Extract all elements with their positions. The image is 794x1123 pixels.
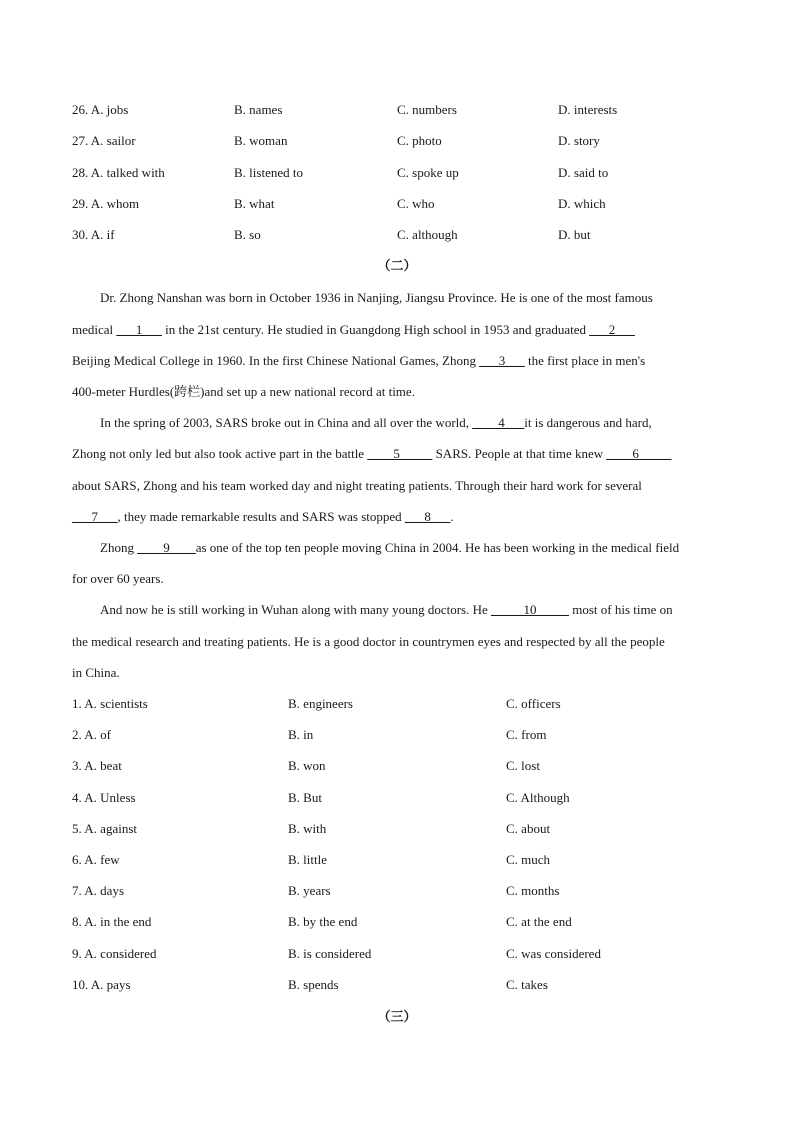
options-row-26 — [72, 100, 732, 120]
option-d: D. but — [558, 227, 591, 242]
option-b: B. little — [288, 852, 327, 867]
options-row-3 — [72, 756, 732, 776]
passage-text: Zhong not only led but also took active part in the battle — [72, 446, 368, 461]
option-c: C. was considered — [506, 946, 601, 961]
option-b: B. by the end — [288, 914, 358, 929]
options-row-9 — [72, 944, 732, 964]
section-heading-2: （二） — [377, 258, 417, 273]
option-b: B. But — [288, 790, 322, 805]
options-row-8 — [72, 912, 732, 932]
option-b: B. so — [234, 227, 261, 242]
option-b: B. listened to — [234, 165, 303, 180]
passage-text: , they made remarkable results and SARS was stopped — [117, 509, 405, 524]
blank-6: ____6_____ — [606, 446, 672, 461]
option-a: 3. A. beat — [72, 758, 122, 773]
options-row-2 — [72, 725, 732, 745]
option-c: C. officers — [506, 696, 561, 711]
passage-line — [72, 382, 722, 402]
passage-line — [72, 351, 722, 371]
passage-text: the first place in men's — [524, 353, 646, 368]
option-b: B. won — [288, 758, 326, 773]
passage-text: Zhong — [100, 540, 138, 555]
option-b: B. with — [288, 821, 327, 836]
option-a: 30. A. if — [72, 227, 115, 242]
passage-text: In the spring of 2003, SARS broke out in China and all over the world, — [100, 415, 473, 430]
section-heading-3: （三） — [377, 1009, 417, 1024]
options-row-7 — [72, 881, 732, 901]
passage-text: for over 60 years. — [72, 571, 164, 586]
option-a: 5. A. against — [72, 821, 137, 836]
option-c: C. who — [397, 196, 435, 211]
option-a: 27. A. sailor — [72, 133, 136, 148]
passage-text: in China. — [72, 665, 120, 680]
option-a: 8. A. in the end — [72, 914, 152, 929]
option-d: D. interests — [558, 102, 618, 117]
option-a: 9. A. considered — [72, 946, 157, 961]
option-c: C. photo — [397, 133, 442, 148]
passage-text: And now he is still working in Wuhan along with many young doctors. He — [100, 602, 492, 617]
option-c: C. Although — [506, 790, 570, 805]
options-row-27 — [72, 131, 732, 151]
blank-8: ___8___ — [404, 509, 451, 524]
options-row-4 — [72, 788, 732, 808]
passage-line — [72, 320, 722, 340]
passage-text: medical — [72, 322, 117, 337]
option-b: B. engineers — [288, 696, 353, 711]
option-b: B. years — [288, 883, 331, 898]
passage-text: Beijing Medical College in 1960. In the first Chinese National Games, Zhong — [72, 353, 480, 368]
option-a: 26. A. jobs — [72, 102, 129, 117]
options-row-5 — [72, 819, 732, 839]
passage-line — [72, 444, 722, 464]
option-c: C. spoke up — [397, 165, 459, 180]
option-c: C. from — [506, 727, 547, 742]
blank-1: ___1___ — [116, 322, 162, 337]
option-d: D. said to — [558, 165, 609, 180]
option-b: B. in — [288, 727, 314, 742]
blank-7: ___7___ — [72, 509, 118, 524]
passage-text: it is dangerous and hard, — [524, 415, 652, 430]
option-a: 1. A. scientists — [72, 696, 148, 711]
option-c: C. at the end — [506, 914, 572, 929]
options-row-28 — [72, 163, 732, 183]
option-c: C. although — [397, 227, 458, 242]
option-c: C. takes — [506, 977, 548, 992]
options-row-6 — [72, 850, 732, 870]
option-a: 7. A. days — [72, 883, 124, 898]
option-b: B. spends — [288, 977, 339, 992]
passage-line — [72, 663, 722, 683]
blank-4: ____4___ — [472, 415, 525, 430]
passage-text: in the 21st century. He studied in Guangdong High school in 1953 and graduated — [161, 322, 590, 337]
passage-line — [100, 538, 722, 558]
option-a: 6. A. few — [72, 852, 120, 867]
option-a: 2. A. of — [72, 727, 111, 742]
passage-line — [72, 632, 722, 652]
passage-text: Dr. Zhong Nanshan was born in October 1936 in Nanjing, Jiangsu Province. He is one of the most famous — [100, 290, 653, 305]
options-row-1 — [72, 694, 732, 714]
option-c: C. months — [506, 883, 560, 898]
blank-5: ____5_____ — [367, 446, 433, 461]
options-row-29 — [72, 194, 732, 214]
passage-text: the medical research and treating patients. He is a good doctor in countrymen eyes and respected by all the people — [72, 634, 665, 649]
passage-text: . — [450, 509, 454, 524]
blank-3: ___3___ — [479, 353, 525, 368]
option-b: B. is considered — [288, 946, 372, 961]
blank-9: ____9____ — [137, 540, 196, 555]
passage-line — [72, 569, 722, 589]
option-a: 29. A. whom — [72, 196, 140, 211]
option-a: 4. A. Unless — [72, 790, 136, 805]
passage-line — [100, 413, 722, 433]
option-d: D. story — [558, 133, 600, 148]
blank-10: _____10_____ — [491, 602, 570, 617]
passage-text: as one of the top ten people moving China in 2004. He has been working in the medical field — [195, 540, 680, 555]
passage-line — [72, 476, 722, 496]
passage-line — [100, 600, 722, 620]
option-a: 10. A. pays — [72, 977, 131, 992]
passage-text: SARS. People at that time knew — [432, 446, 607, 461]
options-row-10 — [72, 975, 732, 995]
options-row-30 — [72, 225, 732, 245]
option-d: D. which — [558, 196, 606, 211]
option-c: C. lost — [506, 758, 540, 773]
option-c: C. much — [506, 852, 551, 867]
option-b: B. woman — [234, 133, 288, 148]
passage-text: 400-meter Hurdles(跨栏)and set up a new national record at time. — [72, 384, 415, 399]
option-b: B. what — [234, 196, 275, 211]
passage-text: about SARS, Zhong and his team worked day and night treating patients. Through their hard work for several — [72, 478, 642, 493]
option-c: C. about — [506, 821, 551, 836]
option-b: B. names — [234, 102, 283, 117]
option-a: 28. A. talked with — [72, 165, 165, 180]
passage-line — [72, 507, 722, 527]
passage-text: most of his time on — [569, 602, 673, 617]
blank-2: ___2___ — [589, 322, 635, 337]
passage-line — [100, 288, 722, 308]
option-c: C. numbers — [397, 102, 457, 117]
